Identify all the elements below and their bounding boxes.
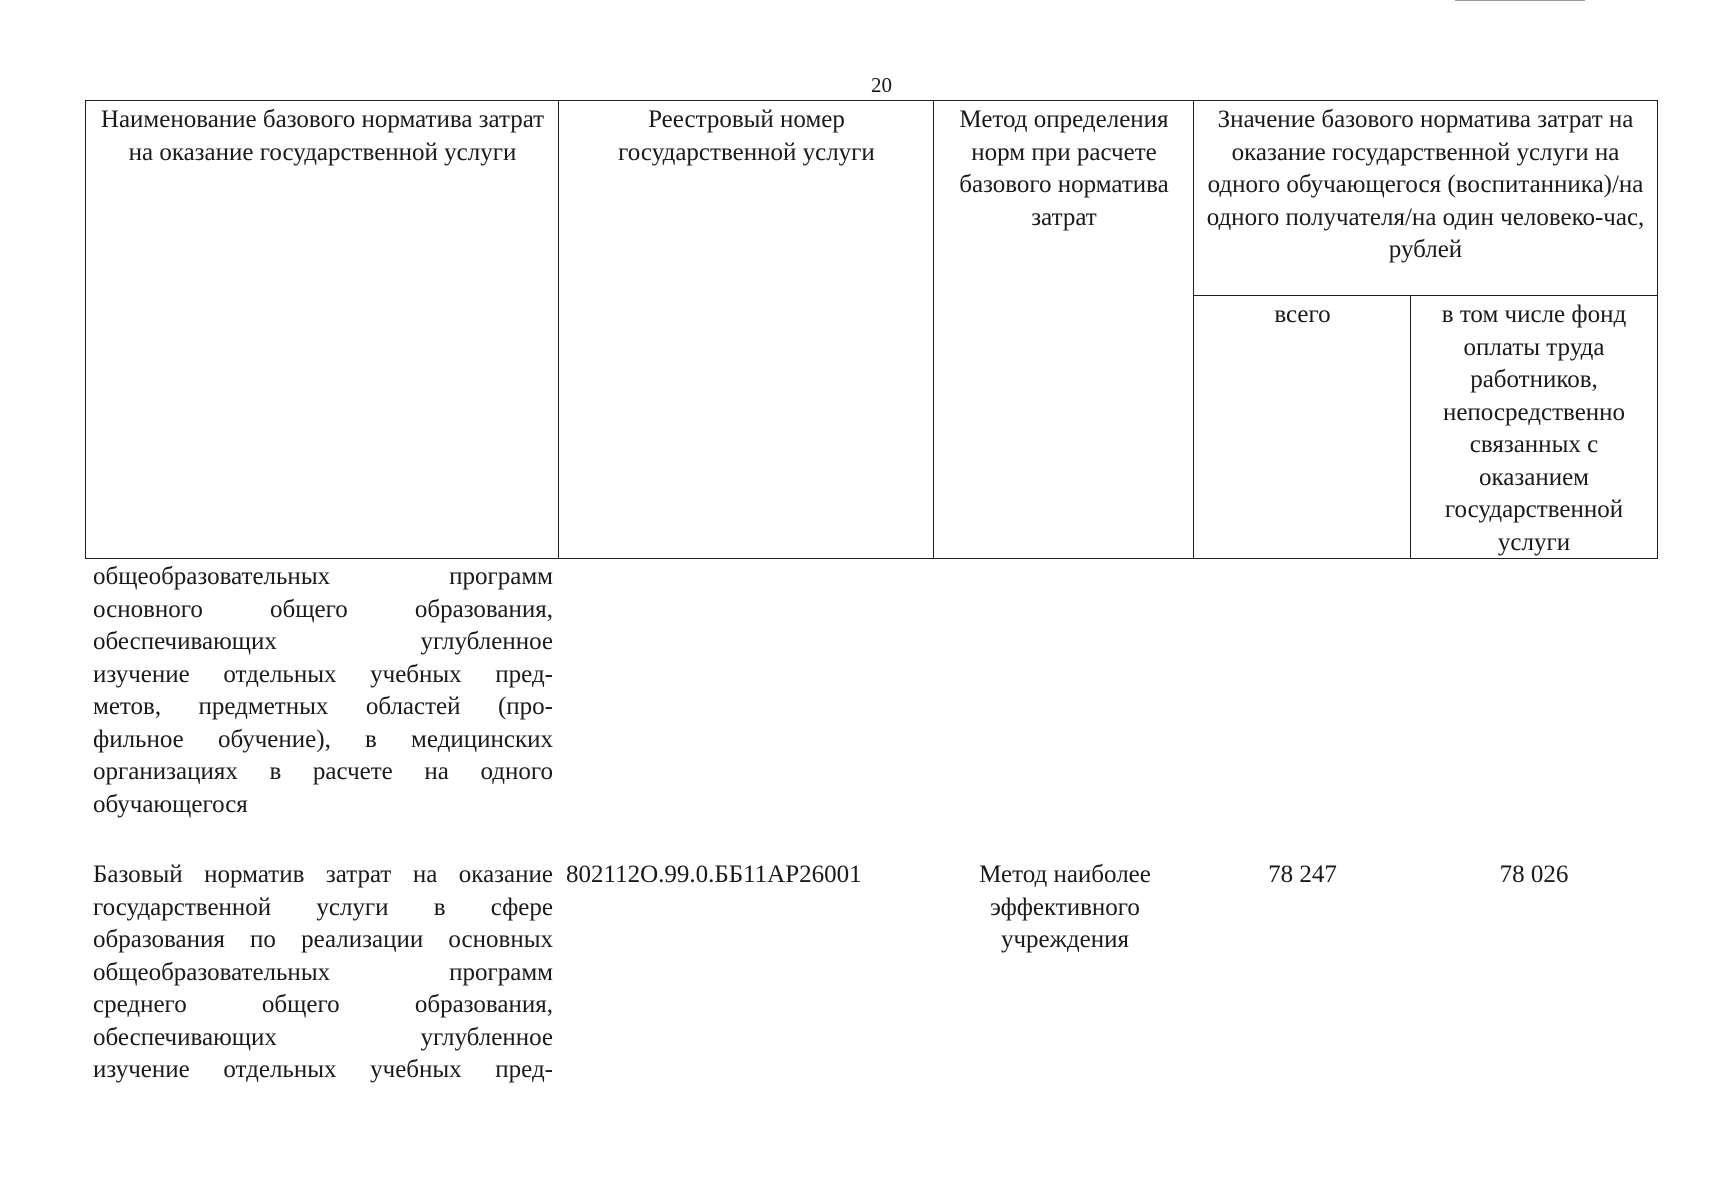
header-total-label: всего <box>1274 301 1331 328</box>
row-1-name-line: изучение отдельных учебных пред- <box>93 660 553 688</box>
header-registry-label: Реестровый номер государственной услуги <box>618 106 875 166</box>
row-1-name-line: основного общего образования, <box>93 595 553 623</box>
row-1-name-line: организациях в расчете на одного <box>93 758 553 785</box>
row-2-name-line: государственной услуги в сфере <box>93 893 553 921</box>
row-1-name-line: общеобразовательных программ <box>93 563 553 590</box>
table-row-1-name <box>93 561 553 821</box>
header-value-group-cell <box>1193 100 1658 297</box>
row-1-name-line: фильное обучение), в медицинских <box>93 725 553 753</box>
table-row-2-payroll: 78 026 <box>1499 861 1569 888</box>
table-row-2-registry-number: 802112О.99.0.ББ11АР26001 <box>566 861 862 888</box>
top-edge-rule <box>1455 0 1585 1</box>
row-2-name-line: обеспечивающих углубленное <box>93 1023 553 1051</box>
table-row-2-method: Метод наиболее эффективного учреждения <box>979 861 1151 953</box>
header-total-cell <box>1193 295 1412 559</box>
table-row-2-name <box>93 859 553 1087</box>
header-payroll-label: в том числе фонд оплаты труда работников, непосредственно связанных с оказанием государственной услуги <box>1441 301 1627 556</box>
row-1-name-line: обучающегося <box>93 790 248 818</box>
header-method-cell <box>933 100 1195 559</box>
header-name-label: Наименование базового норматива затрат на оказание государственной услуги <box>100 106 545 166</box>
row-1-name-line: обеспечивающих углубленное <box>93 628 553 655</box>
header-registry-cell <box>558 100 935 559</box>
row-1-name-line: метов, предметных областей (про- <box>93 693 553 720</box>
table-row-2-total: 78 247 <box>1268 861 1337 888</box>
header-method-label: Метод определения норм при расчете базового норматива затрат <box>959 106 1169 231</box>
page-number: 20 <box>871 73 892 97</box>
header-value-group-label: Значение базового норматива затрат на оказание государственной услуги на одного обучающегося (воспитанника)/на одного получателя/на один человеко-час, рублей <box>1206 106 1645 263</box>
row-2-name-line: общеобразовательных программ <box>93 958 553 986</box>
row-2-name-line: среднего общего образования, <box>93 991 553 1018</box>
header-payroll-cell <box>1410 295 1658 559</box>
header-name-cell <box>85 100 560 559</box>
row-2-name-line: изучение отдельных учебных пред- <box>93 1056 553 1083</box>
row-2-name-line: образования по реализации основных <box>93 926 553 953</box>
row-2-name-line: Базовый норматив затрат на оказание <box>93 861 553 888</box>
